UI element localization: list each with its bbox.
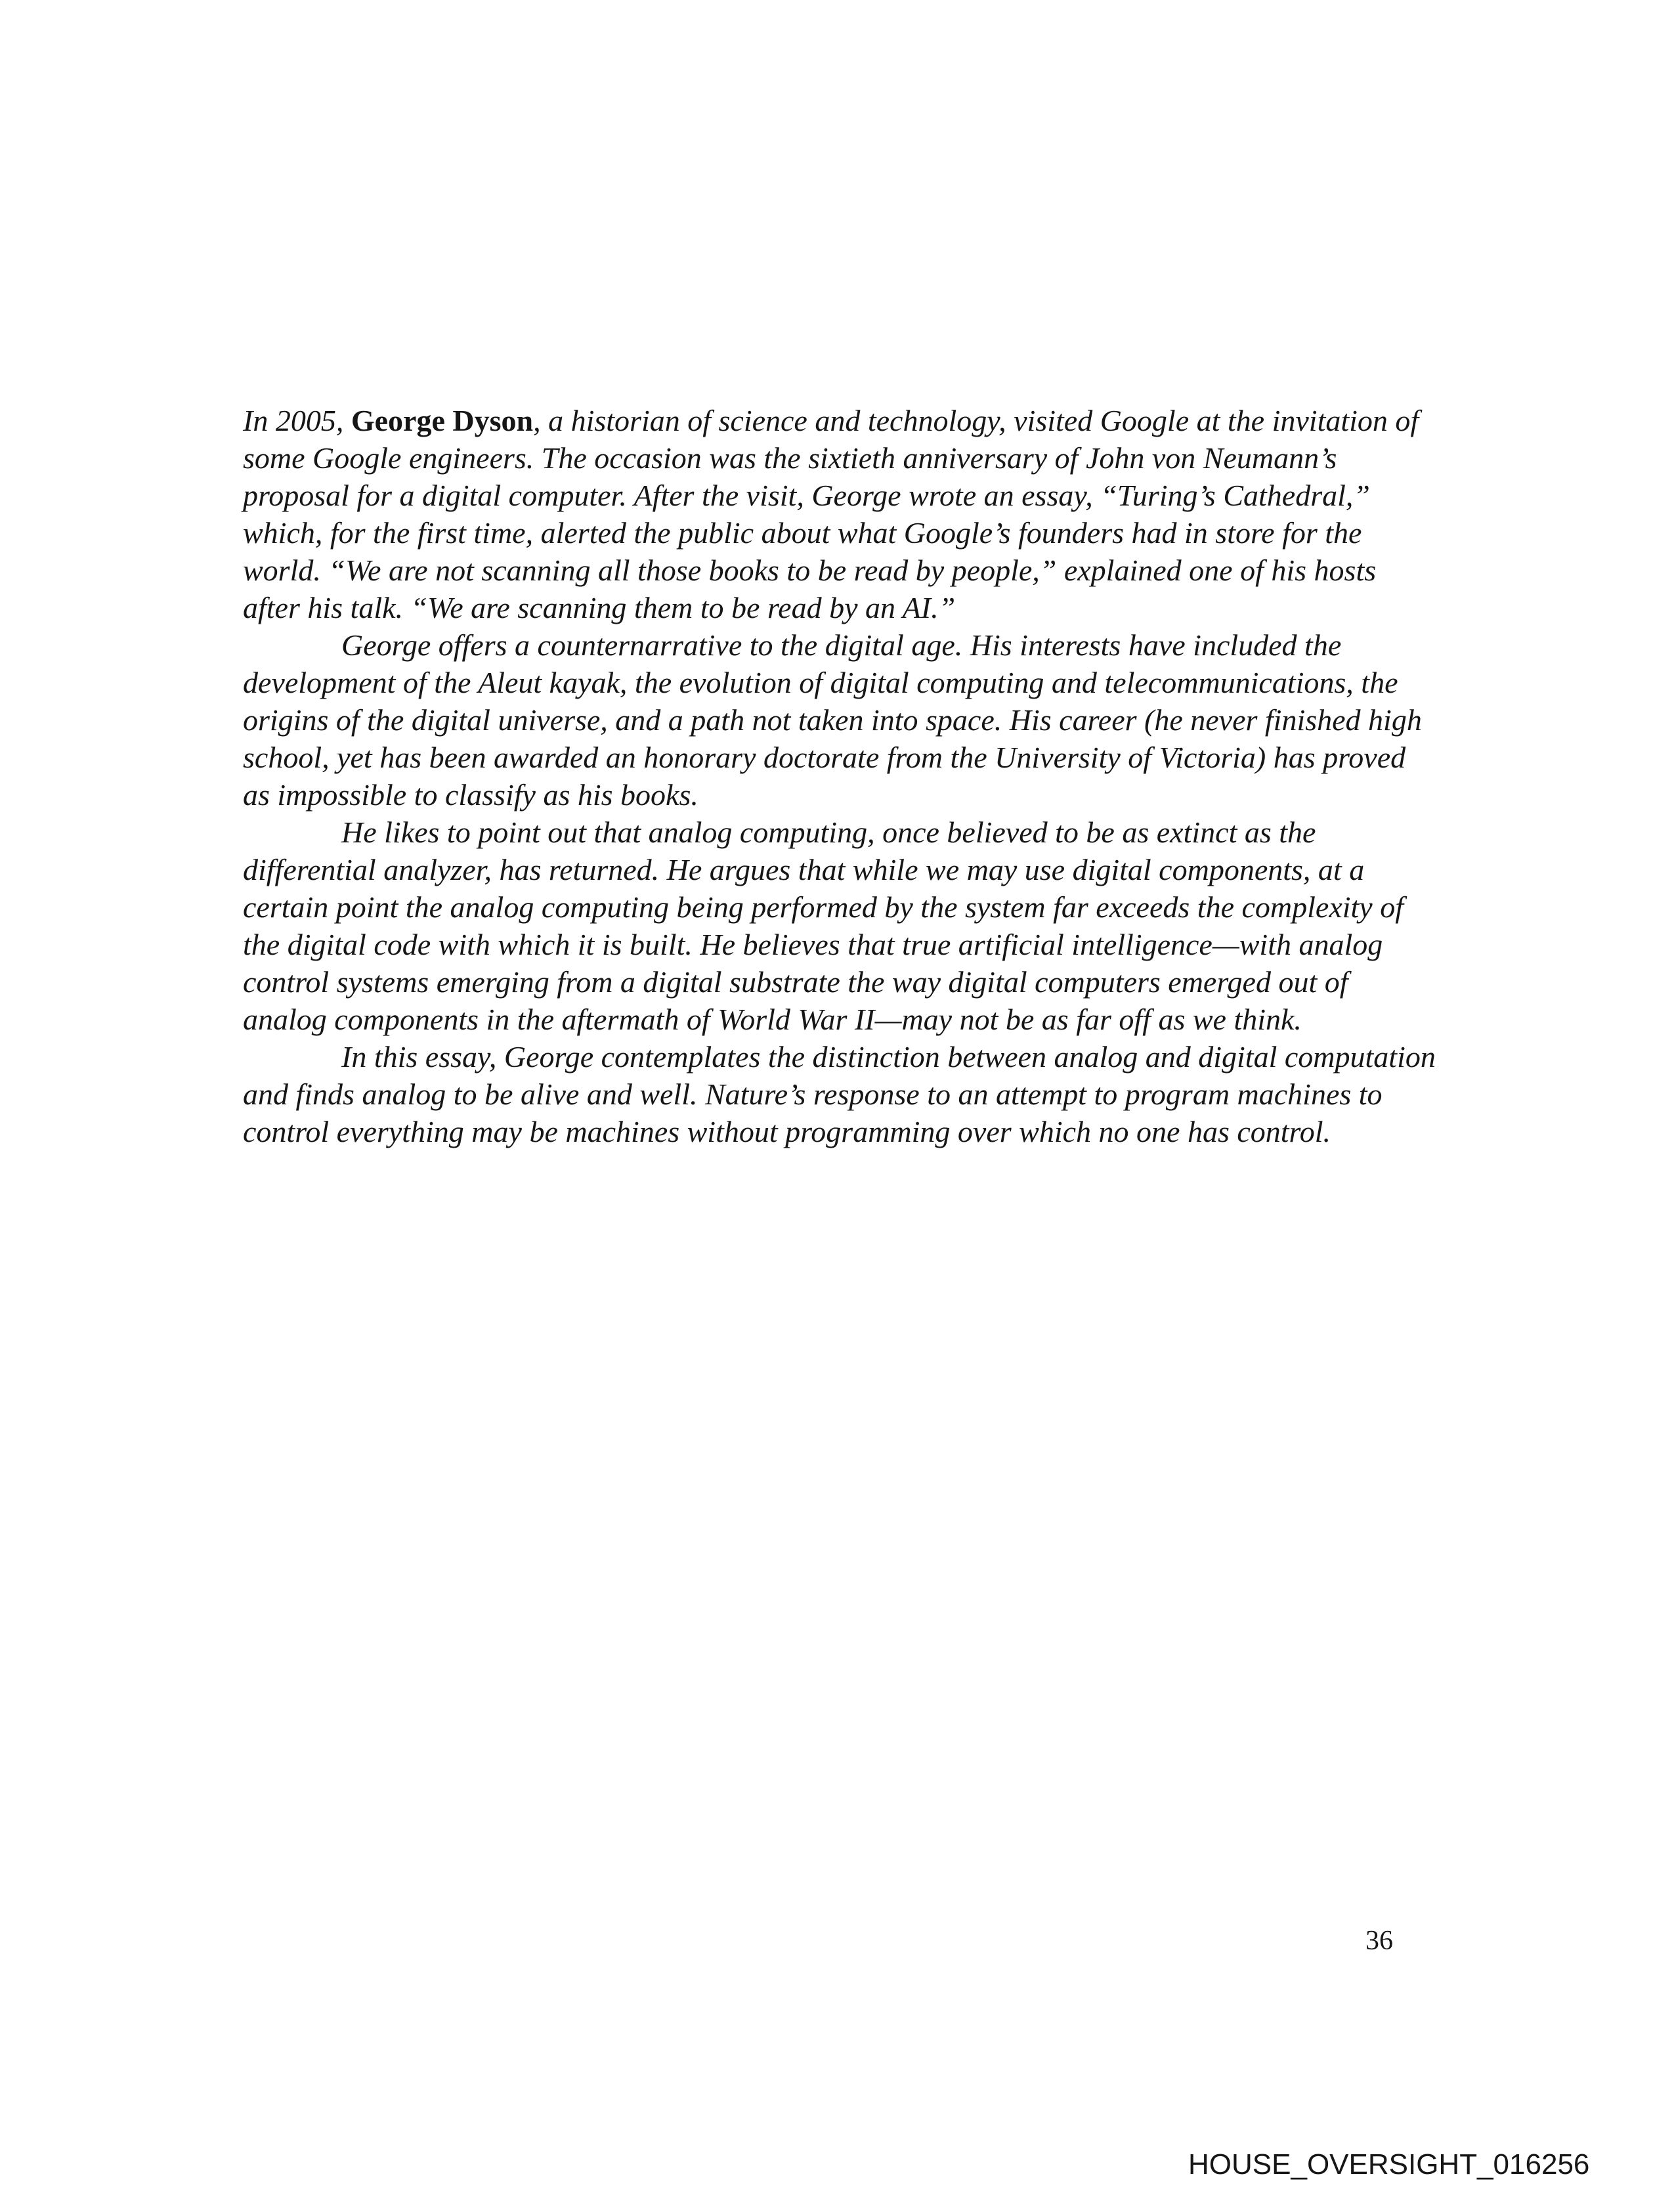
page-number: 36 xyxy=(1365,1926,1393,1956)
para1-prefix: In 2005, xyxy=(243,404,351,437)
paragraph-intro xyxy=(243,402,1438,626)
paragraph-analog-computing: He likes to point out that analog computing, once believed to be as extinct as the differential analyzer, has returned. He argues that while we may use digital components, at a certain point the analog computing being performed by the system far exceeds the complexity of the digital code with which it is built. He believes that true artificial intelligence—with analog control systems emerging from a digital substrate the way digital computers emerged out of analog components in the aftermath of World War II—may not be as far off as we think. xyxy=(243,815,1404,1036)
paragraph-essay-summary: In this essay, George contemplates the distinction between analog and digital computation and finds analog to be alive and well. Nature’s response to an attempt to program machines to control everything may be machines without programming over which no one has control. xyxy=(243,1040,1436,1148)
bates-stamp: HOUSE_OVERSIGHT_016256 xyxy=(1188,2148,1590,2180)
paragraph-counternarrative: George offers a counternarrative to the digital age. His interests have included the development of the Aleut kayak, the evolution of digital computing and telecommunications, the origins of the digital universe, and a path not taken into space. His career (he never finished high school, yet has been awarded an honorary doctorate from the University of Victoria) has proved as impossible to classify as his books. xyxy=(243,628,1422,812)
para1-bold-name: George Dyson xyxy=(351,404,534,437)
para1-rest: , a historian of science and technology, visited Google at the invitation of some Google engineers. The occasion was the sixtieth anniversary of John von Neumann’s proposal for a digital computer. After the visit, George wrote an essay, “Turing’s Cathedral,” which, for the first time, alerted the public about what Google’s founders had in store for the world. “We are not scanning all those books to be read by people,” explained one of his hosts after his talk. “We are scanning them to be read by an AI.” xyxy=(243,404,1419,624)
body-text xyxy=(243,402,1438,1150)
